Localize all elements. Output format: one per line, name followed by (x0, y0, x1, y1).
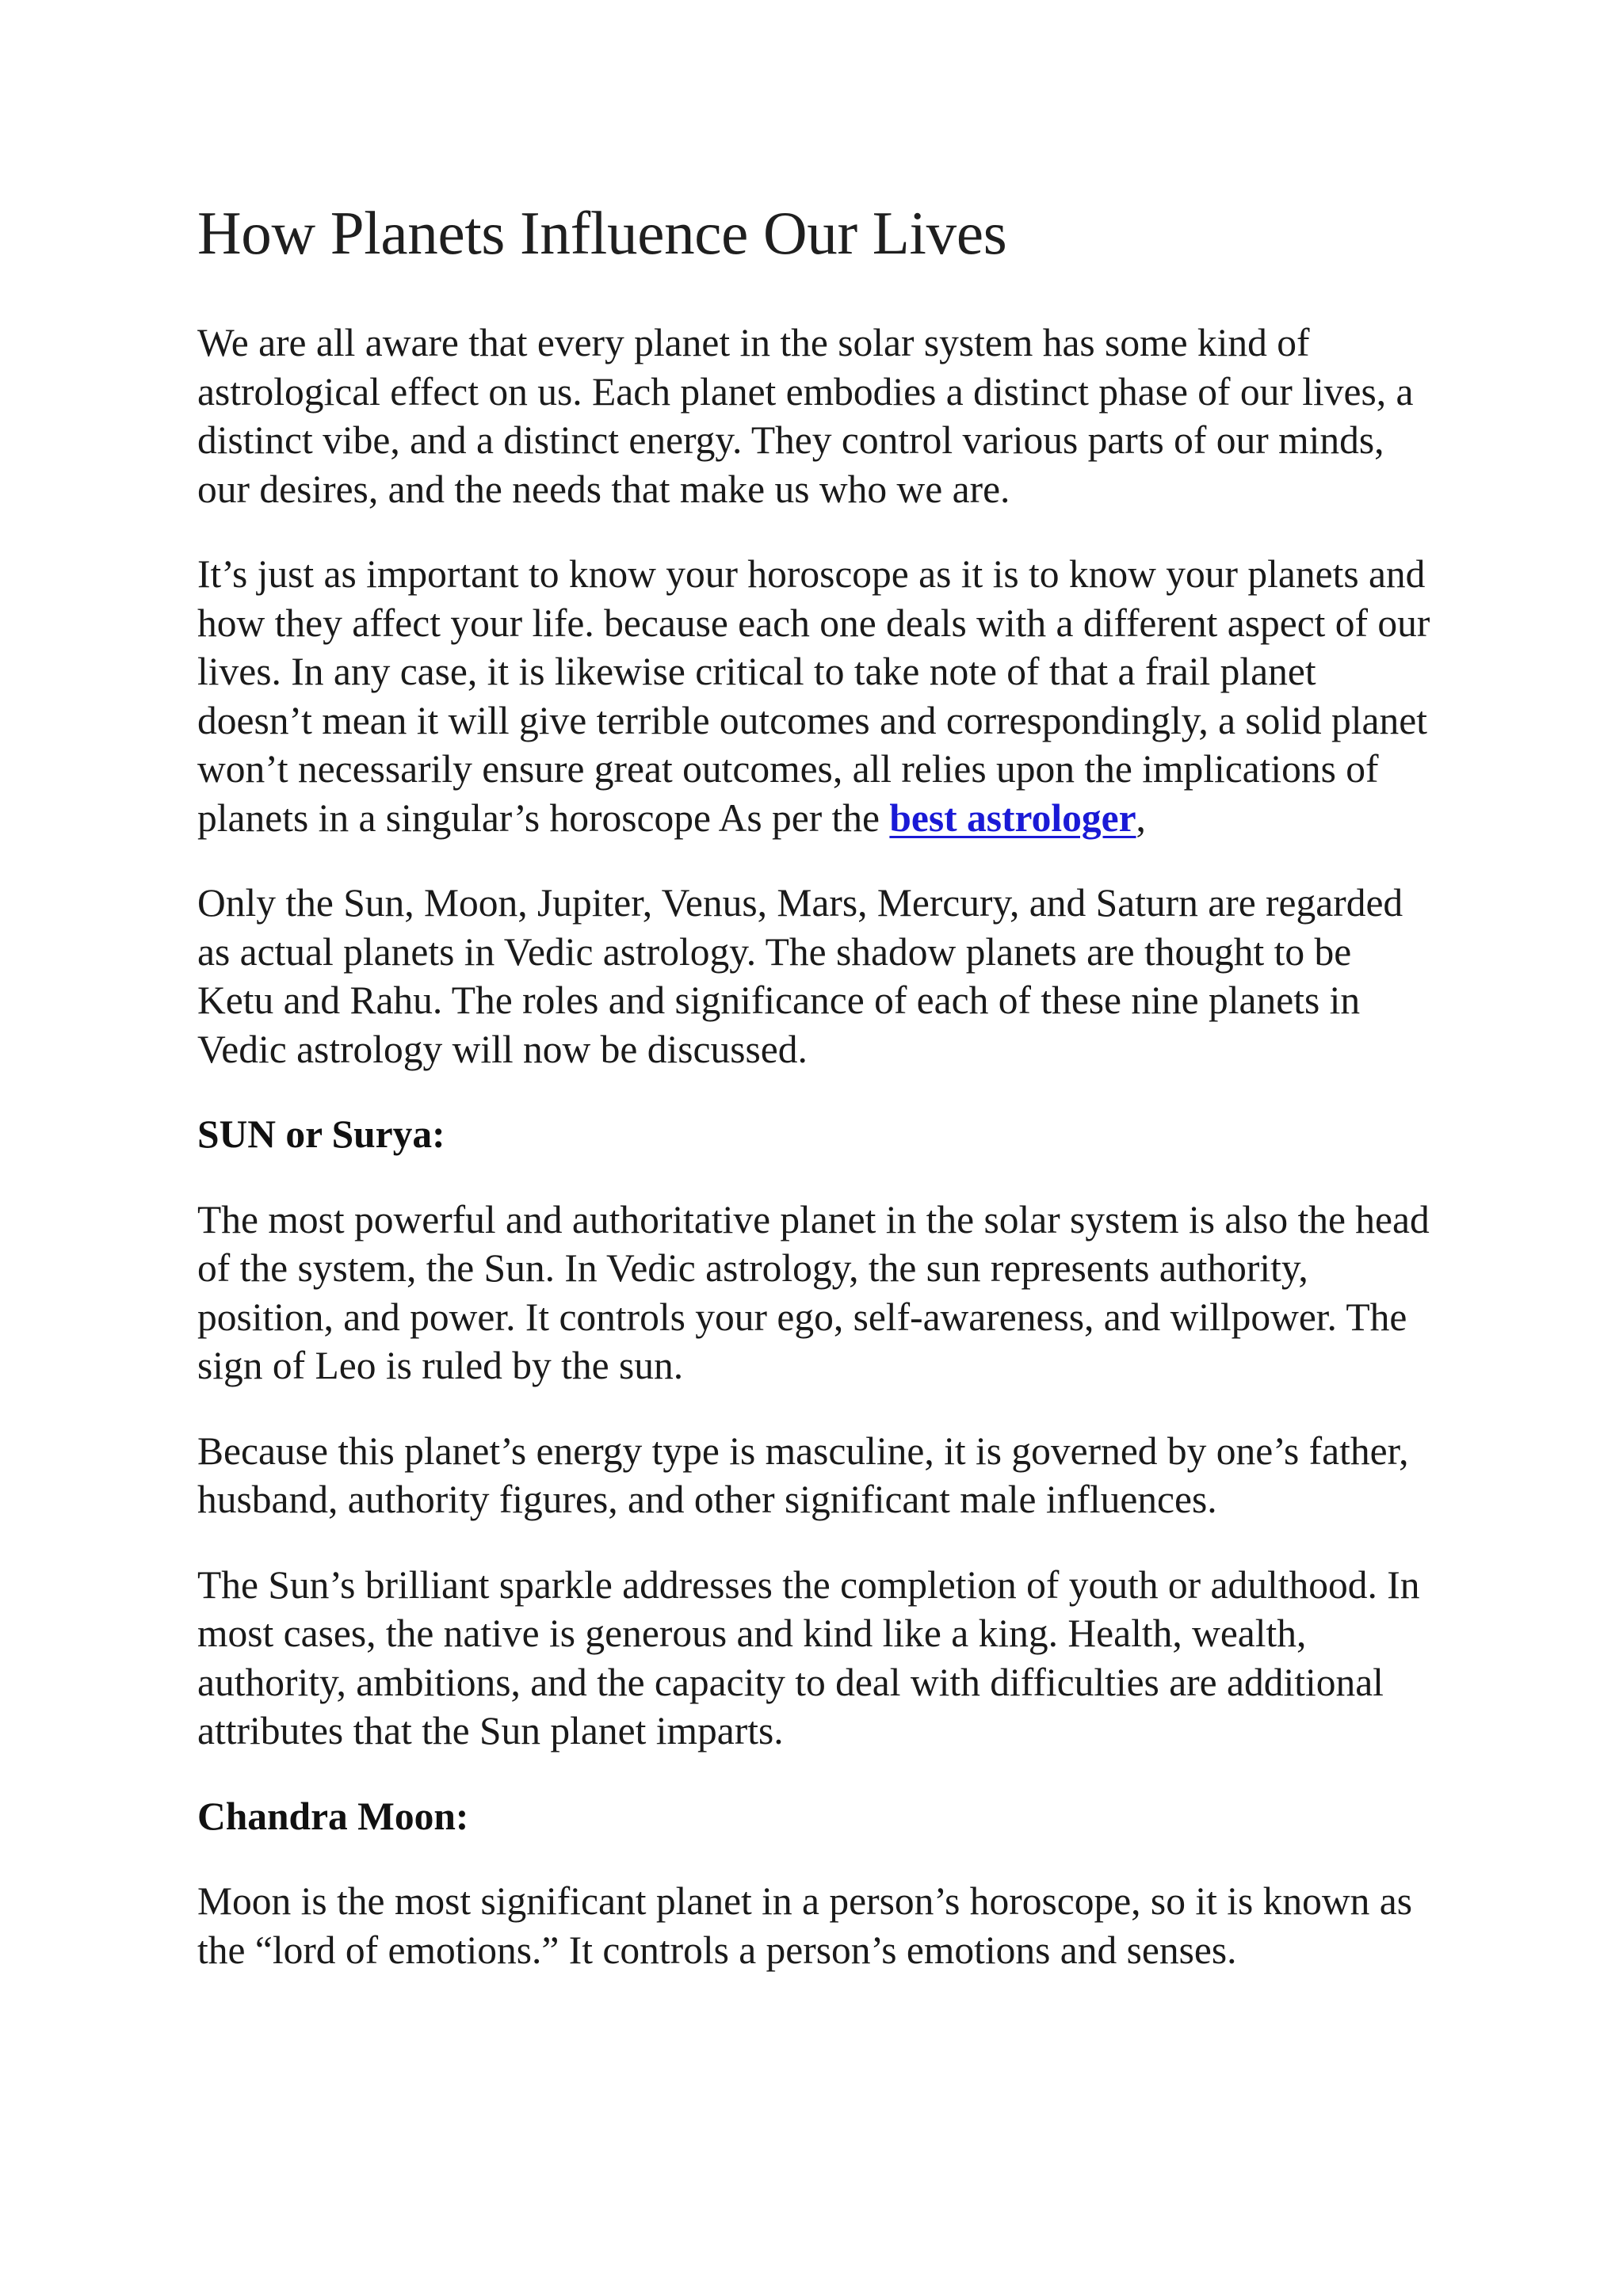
vedic-planets-paragraph: Only the Sun, Moon, Jupiter, Venus, Mars, Mercury, and Saturn are regarded as actual planets in Vedic astrology. The shadow planets are thought to be Ketu and Rahu. The roles and significance of each of these nine planets in Vedic astrology will now be discussed. (197, 881, 1403, 1071)
intro-paragraph: We are all aware that every planet in the solar system has some kind of astrological effect on us. Each planet embodies a distinct phase of our lives, a distinct vibe, and a distinct energy. They control various parts of our minds, our desires, and the needs that make us who we are. (197, 321, 1414, 511)
horoscope-paragraph (197, 550, 1434, 842)
page-title: How Planets Influence Our Lives (197, 199, 1007, 267)
sun-paragraph-2: Because this planet’s energy type is masculine, it is governed by one’s father, husband, authority figures, and other significant male influences. (197, 1428, 1409, 1521)
horoscope-paragraph-text: It’s just as important to know your horoscope as it is to know your planets and how they affect your life. because each one deals with a different aspect of our lives. In any case, it is likewise critical to take note of that a frail planet doesn’t mean it will give terrible outcomes and correspondingly, a solid planet won’t necessarily ensure great outcomes, all relies upon the implications of planets in a singular’s horoscope As per the (197, 552, 1430, 840)
sun-heading: SUN or Surya: (197, 1112, 445, 1156)
best-astrologer-link[interactable]: best astrologer (889, 795, 1136, 840)
horoscope-paragraph-tail: , (1136, 795, 1146, 840)
document-body (197, 193, 1434, 2011)
moon-paragraph-1: Moon is the most significant planet in a person’s horoscope, so it is known as the “lord of emotions.” It controls a person’s emotions and senses. (197, 1879, 1412, 1972)
sun-paragraph-1: The most powerful and authoritative planet in the solar system is also the head of the system, the Sun. In Vedic astrology, the sun represents authority, position, and power. It controls your ego, self-awareness, and willpower. The sign of Leo is ruled by the sun. (197, 1197, 1430, 1387)
moon-heading: Chandra Moon: (197, 1794, 469, 1838)
sun-paragraph-3: The Sun’s brilliant sparkle addresses the completion of youth or adulthood. In most cases, the native is generous and kind like a king. Health, wealth, authority, ambitions, and the capacity to deal with difficulties are additional attributes that the Sun planet imparts. (197, 1562, 1420, 1753)
